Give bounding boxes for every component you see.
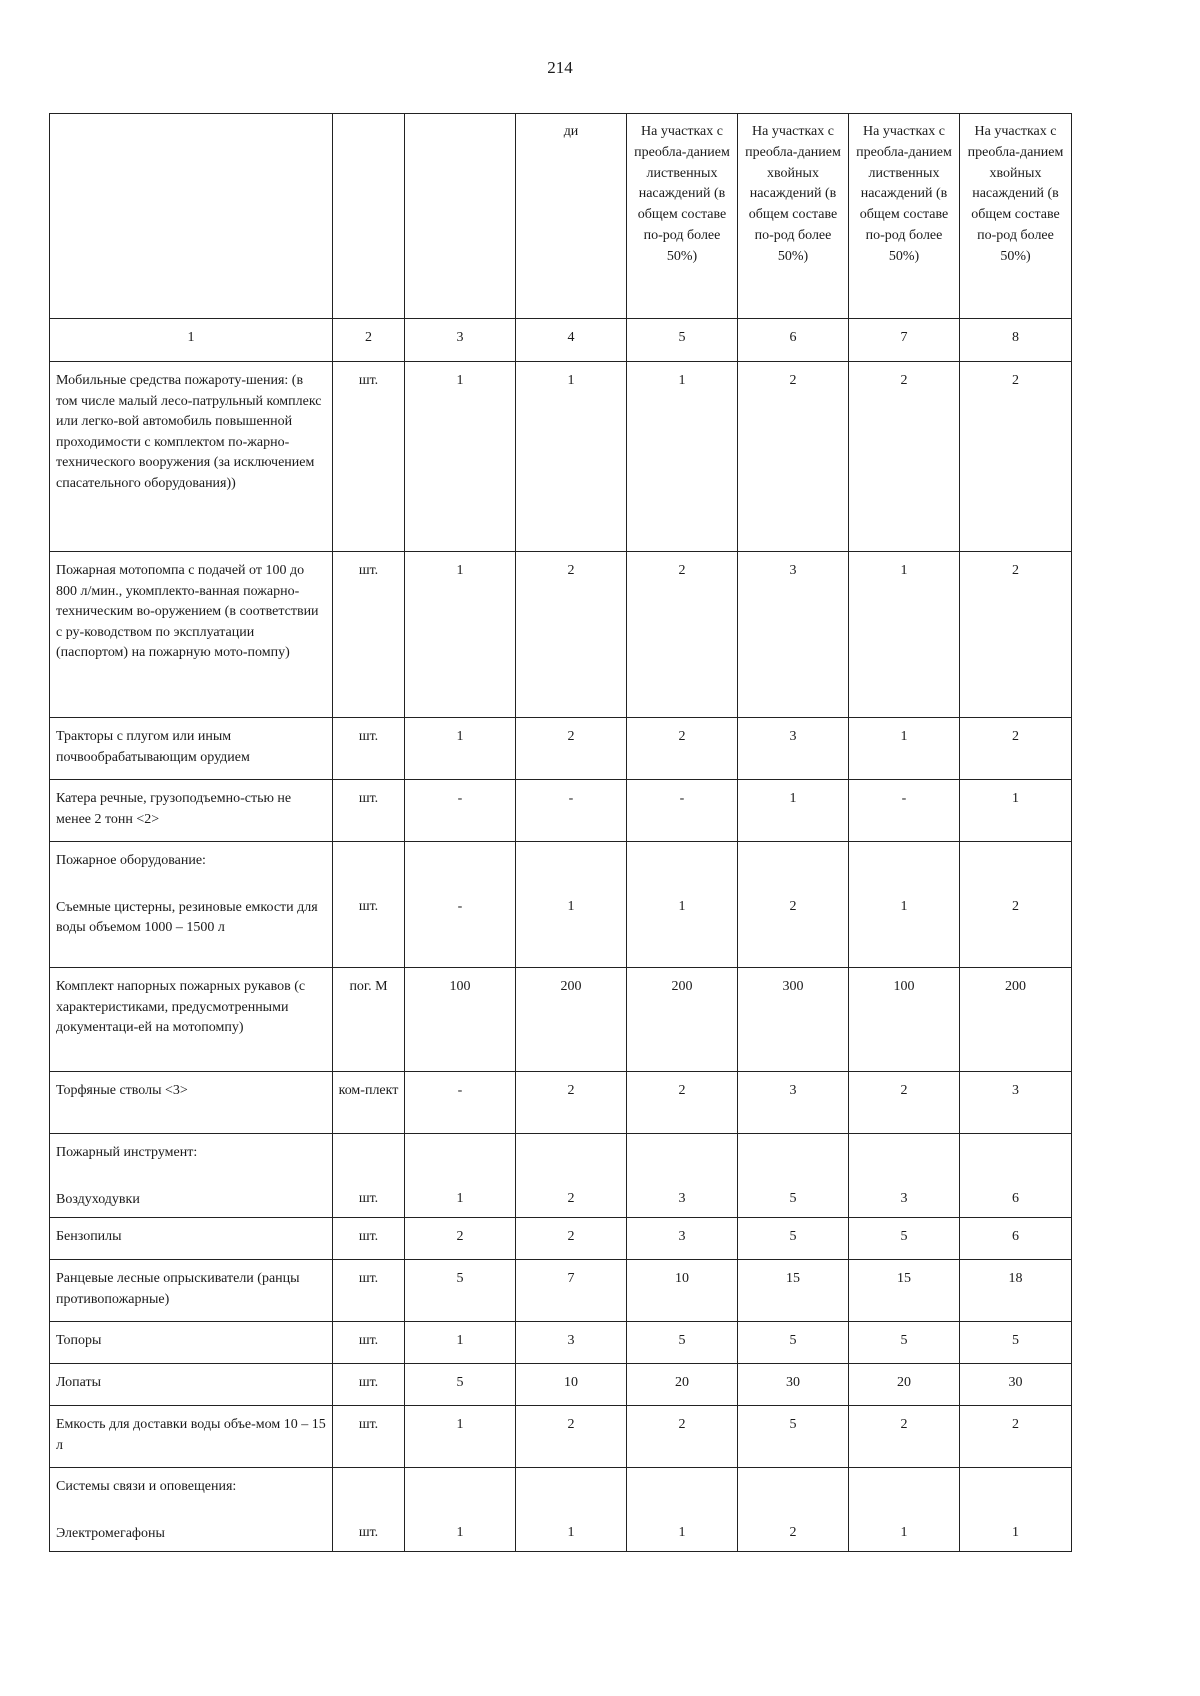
quantity-cell (849, 968, 960, 1072)
quantity-cell (516, 1322, 627, 1364)
quantity-cell (405, 842, 516, 968)
quantity-cell (738, 1322, 849, 1364)
quantity-cell-text: 30 (786, 1375, 800, 1390)
quantity-cell (627, 362, 738, 552)
quantity-cell (516, 1260, 627, 1322)
item-name-cell (50, 842, 333, 968)
quantity-cell-text: 1 (1012, 1525, 1019, 1540)
quantity-cell-text: 200 (560, 979, 582, 994)
quantity-cell-text: 2 (1012, 1417, 1019, 1432)
quantity-cell-text: 2 (1012, 899, 1019, 914)
quantity-cell (738, 842, 849, 968)
quantity-cell-text: 2 (567, 563, 575, 578)
column-number: 6 (738, 319, 849, 362)
item-name-cell (50, 1072, 333, 1134)
quantity-cell-text: 2 (1012, 373, 1019, 388)
unit-cell-text: шт. (358, 1191, 379, 1206)
quantity-cell-text: 3 (678, 1191, 686, 1206)
item-name-cell (50, 718, 333, 780)
item-name: Ранцевые лесные опрыскиватели (ранцы противопожарные) (56, 1271, 300, 1307)
table-row (50, 1072, 1072, 1134)
page-number: 214 (547, 58, 573, 77)
quantity-cell (960, 1218, 1072, 1260)
item-name: Емкость для доставки воды объе-мом 10 – 15 л (56, 1417, 326, 1453)
unit-cell (333, 1134, 405, 1218)
quantity-cell (405, 1322, 516, 1364)
unit-cell-text: пог. М (349, 979, 388, 994)
quantity-cell-text: 2 (567, 1083, 575, 1098)
quantity-cell (516, 1406, 627, 1468)
quantity-cell (516, 552, 627, 718)
unit-cell-text: шт. (358, 791, 379, 806)
column-number: 5 (627, 319, 738, 362)
quantity-cell-text: 3 (1012, 1083, 1019, 1098)
quantity-cell-text: 1 (456, 1191, 464, 1206)
quantity-cell (516, 1364, 627, 1406)
section-heading: Системы связи и оповещения: (56, 1479, 237, 1494)
quantity-cell-text: 6 (1012, 1229, 1019, 1244)
quantity-cell (627, 1218, 738, 1260)
quantity-cell (405, 1406, 516, 1468)
quantity-cell (405, 1260, 516, 1322)
quantity-cell-text: - (679, 791, 685, 806)
item-name: Съемные цистерны, резиновые емкости для воды объемом 1000 – 1500 л (56, 899, 318, 935)
quantity-cell-text: 5 (789, 1417, 797, 1432)
quantity-cell (627, 842, 738, 968)
quantity-cell-text: 15 (897, 1271, 911, 1286)
quantity-cell-text: 3 (789, 563, 797, 578)
table-row (50, 1468, 1072, 1552)
item-name: Катера речные, грузоподъемно-стью не менее 2 тонн <2> (56, 791, 292, 827)
quantity-cell-text: 3 (789, 1083, 797, 1098)
header-cell-5: На участках с преобла-данием лиственных насаждений (в общем составе по-род более 50%) (627, 114, 738, 319)
table-row (50, 1134, 1072, 1218)
quantity-cell-text: 2 (567, 1229, 575, 1244)
quantity-cell-text: 1 (900, 563, 908, 578)
quantity-cell (405, 1364, 516, 1406)
unit-cell-text: шт. (358, 1271, 379, 1286)
equipment-norms-table (49, 113, 1072, 1552)
quantity-cell (738, 780, 849, 842)
unit-cell (333, 1260, 405, 1322)
item-name-cell (50, 1134, 333, 1218)
quantity-cell-text: 5 (789, 1191, 797, 1206)
quantity-cell-text: 1 (456, 729, 464, 744)
quantity-cell (405, 968, 516, 1072)
unit-cell (333, 780, 405, 842)
column-number: 4 (516, 319, 627, 362)
quantity-cell (960, 1364, 1072, 1406)
item-name: Воздуходувки (56, 1191, 140, 1207)
item-name: Тракторы с плугом или иным почвообрабатывающим орудием (56, 729, 250, 765)
quantity-cell-text: 6 (1012, 1191, 1019, 1206)
unit-cell-text: шт. (358, 1333, 379, 1348)
quantity-cell (627, 1364, 738, 1406)
unit-cell (333, 1072, 405, 1134)
item-name-cell (50, 780, 333, 842)
item-name-cell (50, 362, 333, 552)
quantity-cell (405, 1218, 516, 1260)
table-row (50, 552, 1072, 718)
quantity-cell (405, 718, 516, 780)
quantity-cell (849, 1072, 960, 1134)
header-row (50, 114, 1072, 319)
item-name-cell (50, 1406, 333, 1468)
quantity-cell (849, 362, 960, 552)
unit-cell (333, 842, 405, 968)
item-name-cell (50, 1468, 333, 1552)
table-row (50, 1322, 1072, 1364)
unit-cell (333, 1218, 405, 1260)
header-cell-1 (50, 114, 333, 319)
unit-cell-text: шт. (358, 1417, 379, 1432)
header-cell-4: ди (516, 114, 627, 319)
item-name-cell (50, 1322, 333, 1364)
quantity-cell-text: 1 (900, 1525, 908, 1540)
item-name: Торфяные стволы <3> (56, 1083, 188, 1098)
quantity-cell-text: 2 (678, 1083, 686, 1098)
quantity-cell (849, 842, 960, 968)
quantity-cell-text: 1 (456, 1525, 464, 1540)
quantity-cell-text: 2 (900, 1417, 908, 1432)
quantity-cell-text: 5 (678, 1333, 686, 1348)
quantity-cell-text: 2 (567, 729, 575, 744)
unit-cell (333, 718, 405, 780)
column-number-row (50, 319, 1072, 362)
quantity-cell (849, 1134, 960, 1218)
quantity-cell-text: 2 (1012, 729, 1019, 744)
quantity-cell-text: 1 (456, 563, 464, 578)
quantity-cell-text: 1 (1012, 791, 1019, 806)
quantity-cell (405, 1072, 516, 1134)
column-number: 2 (333, 319, 405, 362)
quantity-cell-text: - (457, 899, 463, 914)
quantity-cell (960, 1072, 1072, 1134)
quantity-cell (738, 1072, 849, 1134)
quantity-cell (738, 718, 849, 780)
header-cell-3 (405, 114, 516, 319)
section-heading: Пожарный инструмент: (56, 1145, 198, 1160)
quantity-cell-text: 5 (789, 1333, 797, 1348)
quantity-cell (960, 842, 1072, 968)
quantity-cell (516, 1218, 627, 1260)
quantity-cell (738, 1364, 849, 1406)
quantity-cell-text: 2 (789, 373, 797, 388)
quantity-cell (405, 362, 516, 552)
quantity-cell (627, 1322, 738, 1364)
quantity-cell-text: 1 (678, 373, 686, 388)
table-row (50, 780, 1072, 842)
item-name-cell (50, 1260, 333, 1322)
quantity-cell-text: - (457, 791, 463, 806)
quantity-cell (627, 1260, 738, 1322)
quantity-cell-text: 5 (456, 1375, 464, 1390)
unit-cell-text: шт. (358, 563, 379, 578)
header-cell-7: На участках с преобла-данием лиственных насаждений (в общем составе по-род более 50%) (849, 114, 960, 319)
quantity-cell-text: 100 (893, 979, 915, 994)
quantity-cell (960, 552, 1072, 718)
quantity-cell-text: 20 (675, 1375, 689, 1390)
quantity-cell (405, 1134, 516, 1218)
quantity-cell (960, 362, 1072, 552)
quantity-cell (627, 1406, 738, 1468)
quantity-cell (960, 1134, 1072, 1218)
table-row (50, 968, 1072, 1072)
quantity-cell-text: 5 (789, 1229, 797, 1244)
quantity-cell-text: 1 (900, 729, 908, 744)
quantity-cell-text: - (568, 791, 574, 806)
header-cell-2 (333, 114, 405, 319)
quantity-cell (960, 1406, 1072, 1468)
quantity-cell-text: 3 (567, 1333, 575, 1348)
quantity-cell-text: 2 (456, 1229, 464, 1244)
unit-cell-text: шт. (358, 1525, 379, 1540)
quantity-cell-text: 2 (900, 373, 908, 388)
section-heading: Пожарное оборудование: (56, 853, 206, 868)
quantity-cell-text: 3 (789, 729, 797, 744)
item-name-cell (50, 1364, 333, 1406)
item-name-cell (50, 1218, 333, 1260)
quantity-cell (849, 1322, 960, 1364)
quantity-cell-text: 15 (786, 1271, 800, 1286)
quantity-cell (405, 780, 516, 842)
quantity-cell-text: 30 (1008, 1375, 1023, 1390)
quantity-cell (738, 968, 849, 1072)
quantity-cell-text: 20 (897, 1375, 911, 1390)
quantity-cell-text: 2 (1012, 563, 1019, 578)
quantity-cell-text: 2 (900, 1083, 908, 1098)
quantity-cell-text: 1 (900, 899, 908, 914)
quantity-cell-text: 200 (671, 979, 693, 994)
table-row (50, 842, 1072, 968)
quantity-cell-text: 1 (567, 1525, 575, 1540)
quantity-cell (516, 1072, 627, 1134)
unit-cell (333, 1364, 405, 1406)
quantity-cell-text: 18 (1008, 1271, 1023, 1286)
quantity-cell (849, 1218, 960, 1260)
unit-cell (333, 1406, 405, 1468)
quantity-cell (738, 1406, 849, 1468)
unit-cell (333, 1468, 405, 1552)
quantity-cell (849, 1406, 960, 1468)
quantity-cell-text: 5 (900, 1229, 908, 1244)
quantity-cell-text: 1 (789, 791, 797, 806)
quantity-cell-text: - (457, 1083, 463, 1098)
quantity-cell (738, 1260, 849, 1322)
unit-cell-text: шт. (358, 899, 379, 914)
quantity-cell (627, 1134, 738, 1218)
quantity-cell (405, 552, 516, 718)
quantity-cell-text: 1 (456, 373, 464, 388)
quantity-cell (849, 552, 960, 718)
unit-cell-text: шт. (358, 729, 379, 744)
quantity-cell-text: 100 (449, 979, 471, 994)
quantity-cell (516, 362, 627, 552)
item-name: Топоры (56, 1333, 102, 1348)
unit-cell-text: ком-плект (338, 1083, 399, 1098)
column-number: 8 (960, 319, 1072, 362)
item-name: Лопаты (56, 1375, 102, 1390)
quantity-cell-text: 1 (567, 899, 575, 914)
quantity-cell-text: - (901, 791, 907, 806)
header-cell-6: На участках с преобла-данием хвойных насаждений (в общем составе по-род более 50%) (738, 114, 849, 319)
quantity-cell-text: 5 (1012, 1333, 1019, 1348)
quantity-cell (627, 718, 738, 780)
table-row (50, 1406, 1072, 1468)
quantity-cell (738, 1218, 849, 1260)
quantity-cell (738, 1134, 849, 1218)
quantity-cell (960, 780, 1072, 842)
quantity-cell-text: 2 (678, 729, 686, 744)
table-row (50, 1260, 1072, 1322)
quantity-cell-text: 2 (789, 899, 797, 914)
quantity-cell-text: 2 (567, 1417, 575, 1432)
quantity-cell-text: 2 (567, 1191, 575, 1206)
quantity-cell-text: 10 (675, 1271, 689, 1286)
quantity-cell (738, 552, 849, 718)
quantity-cell-text: 1 (678, 899, 686, 914)
quantity-cell (960, 1468, 1072, 1552)
quantity-cell (627, 780, 738, 842)
unit-cell-text: шт. (358, 373, 379, 388)
quantity-cell (738, 1468, 849, 1552)
unit-cell (333, 968, 405, 1072)
quantity-cell (960, 1260, 1072, 1322)
column-number: 7 (849, 319, 960, 362)
header-cell-8: На участках с преобла-данием хвойных насаждений (в общем составе по-род более 50%) (960, 114, 1072, 319)
quantity-cell (849, 1260, 960, 1322)
quantity-cell-text: 3 (678, 1229, 686, 1244)
quantity-cell (960, 1322, 1072, 1364)
quantity-cell (516, 718, 627, 780)
quantity-cell-text: 2 (678, 1417, 686, 1432)
quantity-cell-text: 300 (782, 979, 804, 994)
table-row (50, 362, 1072, 552)
quantity-cell (627, 1072, 738, 1134)
table-row (50, 1218, 1072, 1260)
item-name: Электромегафоны (56, 1525, 165, 1541)
column-number: 3 (405, 319, 516, 362)
unit-cell-text: шт. (358, 1375, 379, 1390)
quantity-cell (738, 362, 849, 552)
item-name-cell (50, 552, 333, 718)
item-name: Комплект напорных пожарных рукавов (с характеристиками, предусмотренными документаци-ей на мотопомпу) (56, 979, 306, 1035)
quantity-cell-text: 7 (567, 1271, 575, 1286)
item-name: Бензопилы (56, 1229, 122, 1244)
quantity-cell-text: 200 (1005, 979, 1026, 994)
unit-cell (333, 552, 405, 718)
quantity-cell (405, 1468, 516, 1552)
quantity-cell (516, 842, 627, 968)
quantity-cell (627, 1468, 738, 1552)
item-name: Мобильные средства пожароту-шения: (в том числе малый лесо-патрульный комплекс или легко-вой автомобиль повышенной проходимости с комплектом по-жарно-технического вооружения (за исключением спасательного оборудования)) (56, 373, 322, 491)
quantity-cell-text: 2 (789, 1525, 797, 1540)
quantity-cell (849, 718, 960, 780)
unit-cell-text: шт. (358, 1229, 379, 1244)
item-name: Пожарная мотопомпа с подачей от 100 до 800 л/мин., укомплекто-ванная пожарно-техническим во-оружением (в соответствии с ру-ководством по эксплуатации (паспортом) на пожарную мото-помпу) (56, 563, 319, 660)
quantity-cell (627, 552, 738, 718)
quantity-cell (516, 1468, 627, 1552)
item-name-cell (50, 968, 333, 1072)
quantity-cell-text: 3 (900, 1191, 908, 1206)
table-row (50, 1364, 1072, 1406)
unit-cell (333, 362, 405, 552)
quantity-cell-text: 1 (456, 1417, 464, 1432)
unit-cell (333, 1322, 405, 1364)
quantity-cell (516, 1134, 627, 1218)
table-row (50, 718, 1072, 780)
quantity-cell-text: 1 (567, 373, 575, 388)
column-number: 1 (50, 319, 333, 362)
quantity-cell (849, 1364, 960, 1406)
quantity-cell-text: 1 (456, 1333, 464, 1348)
quantity-cell (516, 780, 627, 842)
quantity-cell-text: 1 (678, 1525, 686, 1540)
quantity-cell-text: 10 (564, 1375, 578, 1390)
quantity-cell (960, 968, 1072, 1072)
quantity-cell (849, 780, 960, 842)
quantity-cell (849, 1468, 960, 1552)
quantity-cell-text: 5 (900, 1333, 908, 1348)
quantity-cell-text: 5 (456, 1271, 464, 1286)
quantity-cell (960, 718, 1072, 780)
quantity-cell (627, 968, 738, 1072)
quantity-cell (516, 968, 627, 1072)
quantity-cell-text: 2 (678, 563, 686, 578)
